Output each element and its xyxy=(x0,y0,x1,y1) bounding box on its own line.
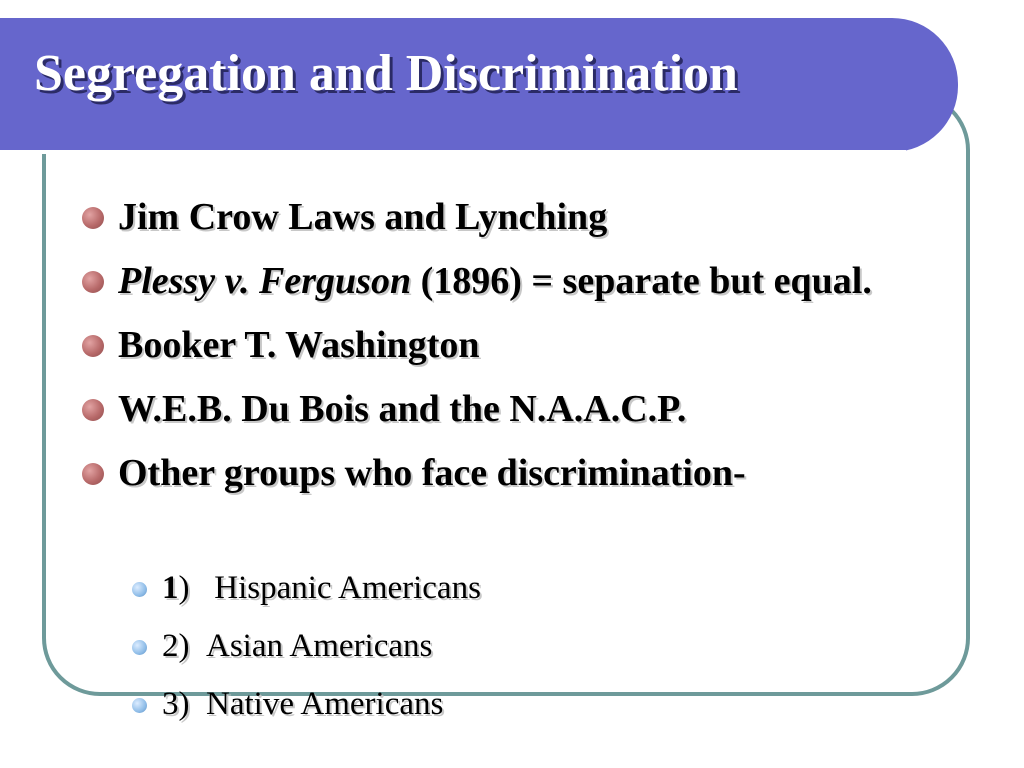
sub-bullet-text: Native Americans xyxy=(206,686,444,722)
sub-bullet-hispanic xyxy=(80,560,920,616)
bullet-text: Jim Crow Laws and Lynching xyxy=(118,196,608,238)
bullet-other-groups xyxy=(80,446,920,500)
bullet-dot-icon xyxy=(82,335,104,357)
sub-bullet-dot-icon xyxy=(132,582,147,597)
sub-bullet-dot-icon xyxy=(132,698,147,713)
sub-bullet-asian xyxy=(80,618,920,674)
bullet-dot-icon xyxy=(82,399,104,421)
bullet-jim-crow xyxy=(80,190,920,244)
bullet-dot-icon xyxy=(82,207,104,229)
sub-bullet-number: 1 xyxy=(162,570,179,606)
sub-bullet-list xyxy=(80,560,920,734)
bullet-text: (1896) = separate but equal. xyxy=(411,260,872,302)
sub-bullet-number-suffix: ) xyxy=(178,570,190,606)
bullet-text: W.E.B. Du Bois and the N.A.A.C.P. xyxy=(118,388,687,430)
bullet-booker-t-washington xyxy=(80,318,920,372)
sub-bullet-dot-icon xyxy=(132,640,147,655)
sub-bullet-number: 3) xyxy=(162,686,190,722)
bullet-dot-icon xyxy=(82,463,104,485)
bullet-list xyxy=(80,190,920,510)
sub-bullet-text: Asian Americans xyxy=(206,628,433,664)
bullet-text: Booker T. Washington xyxy=(118,324,480,366)
sub-bullet-native xyxy=(80,676,920,732)
sub-bullet-text: Hispanic Americans xyxy=(214,570,481,606)
bullet-du-bois xyxy=(80,382,920,436)
bullet-plessy xyxy=(80,254,920,308)
bullet-text: Other groups who face discrimination- xyxy=(118,452,746,494)
bullet-dot-icon xyxy=(82,271,104,293)
title-underline-rule xyxy=(0,150,906,154)
slide-title: Segregation and Discrimination xyxy=(34,45,738,102)
sub-bullet-number: 2) xyxy=(162,628,190,664)
case-name: Plessy v. Ferguson xyxy=(118,260,412,302)
